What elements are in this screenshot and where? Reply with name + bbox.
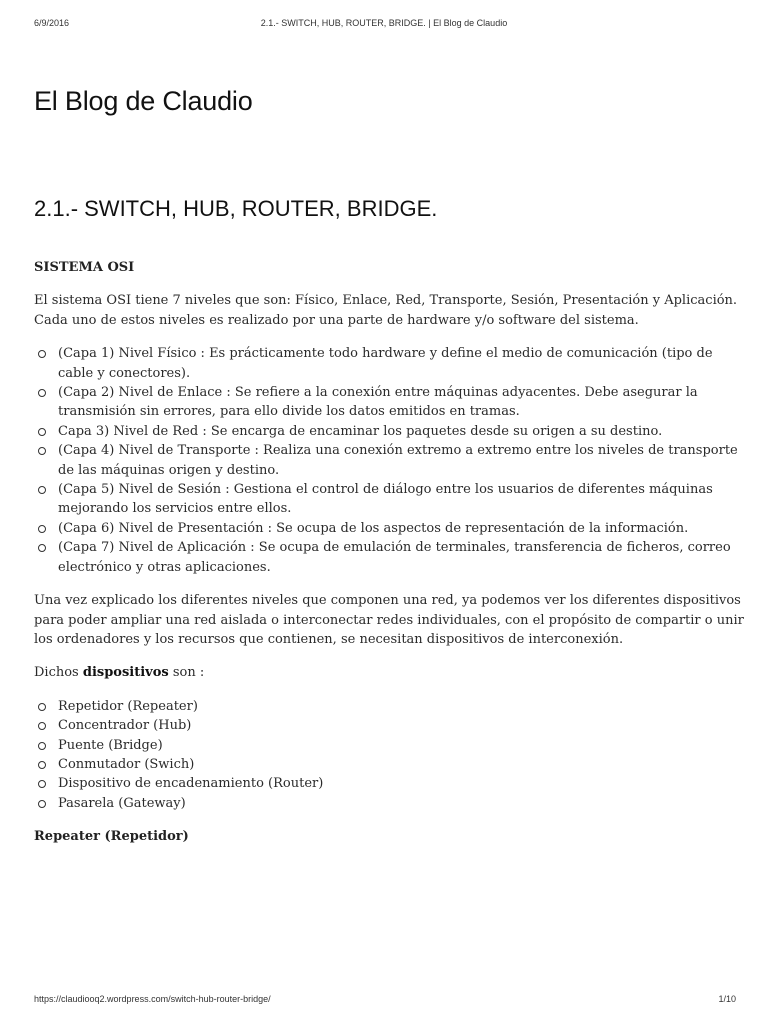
explanation-paragraph: Una vez explicado los diferentes niveles que componen una red, ya podemos ver los diferentes dispositivos para poder ampliar una red aislada o interconectar redes individuales, con el propósito de compartir o unir los ordenadores y los recursos que contienen, se necesitan dispositivos de interconexión.: [34, 593, 744, 647]
list-item: Puente (Bridge): [58, 736, 744, 755]
list-item: Dispositivo de encadenamiento (Router): [58, 774, 744, 793]
page-number: 1/10: [718, 994, 736, 1004]
list-item: (Capa 2) Nivel de Enlace : Se refiere a la conexión entre máquinas adyacentes. Debe asegurar la transmisión sin errores, para ello divide los datos emitidos en tramas.: [58, 383, 744, 422]
list-item: (Capa 7) Nivel de Aplicación : Se ocupa de emulación de terminales, transferencia de ficheros, correo electrónico y otras aplicaciones.: [58, 538, 744, 577]
post-title: 2.1.- SWITCH, HUB, ROUTER, BRIDGE.: [34, 196, 438, 221]
devices-list: [34, 697, 744, 813]
devices-intro-bold: dispositivos: [82, 665, 169, 681]
list-item: Conmutador (Swich): [58, 755, 744, 774]
print-url[interactable]: https://claudiooq2.wordpress.com/switch-hub-router-bridge/: [34, 994, 271, 1004]
list-item: Capa 3) Nivel de Red : Se encarga de encaminar los paquetes desde su origen a su destino.: [58, 422, 744, 441]
devices-intro: [34, 663, 744, 682]
list-item: (Capa 5) Nivel de Sesión : Gestiona el control de diálogo entre los usuarios de diferentes máquinas mejorando los servicios entre ellos.: [58, 480, 744, 519]
devices-intro-after: son :: [168, 665, 205, 681]
post-content: [34, 258, 744, 861]
site-title[interactable]: El Blog de Claudio: [34, 86, 253, 116]
intro-paragraph: El sistema OSI tiene 7 niveles que son: Físico, Enlace, Red, Transporte, Sesión, Presentación y Aplicación. Cada uno de estos niveles es realizado por una parte de hardware y/o software del sistema.: [34, 293, 738, 328]
list-item: Concentrador (Hub): [58, 716, 744, 735]
list-item: (Capa 1) Nivel Físico : Es prácticamente todo hardware y define el medio de comunicación (tipo de cable y conectores).: [58, 344, 744, 383]
subheading-repeater: Repeater (Repetidor): [34, 829, 189, 845]
list-item: (Capa 4) Nivel de Transporte : Realiza una conexión extremo a extremo entre los niveles de transporte de las máquinas origen y destino.: [58, 441, 744, 480]
osi-levels-list: [34, 344, 744, 577]
list-item: Pasarela (Gateway): [58, 794, 744, 813]
devices-intro-before: Dichos: [34, 665, 83, 681]
print-page-title: 2.1.- SWITCH, HUB, ROUTER, BRIDGE. | El Blog de Claudio: [260, 18, 508, 28]
section-heading: SISTEMA OSI: [34, 260, 135, 275]
list-item: Repetidor (Repeater): [58, 697, 744, 716]
list-item: (Capa 6) Nivel de Presentación : Se ocupa de los aspectos de representación de la información.: [58, 519, 744, 538]
print-date: 6/9/2016: [34, 18, 70, 28]
